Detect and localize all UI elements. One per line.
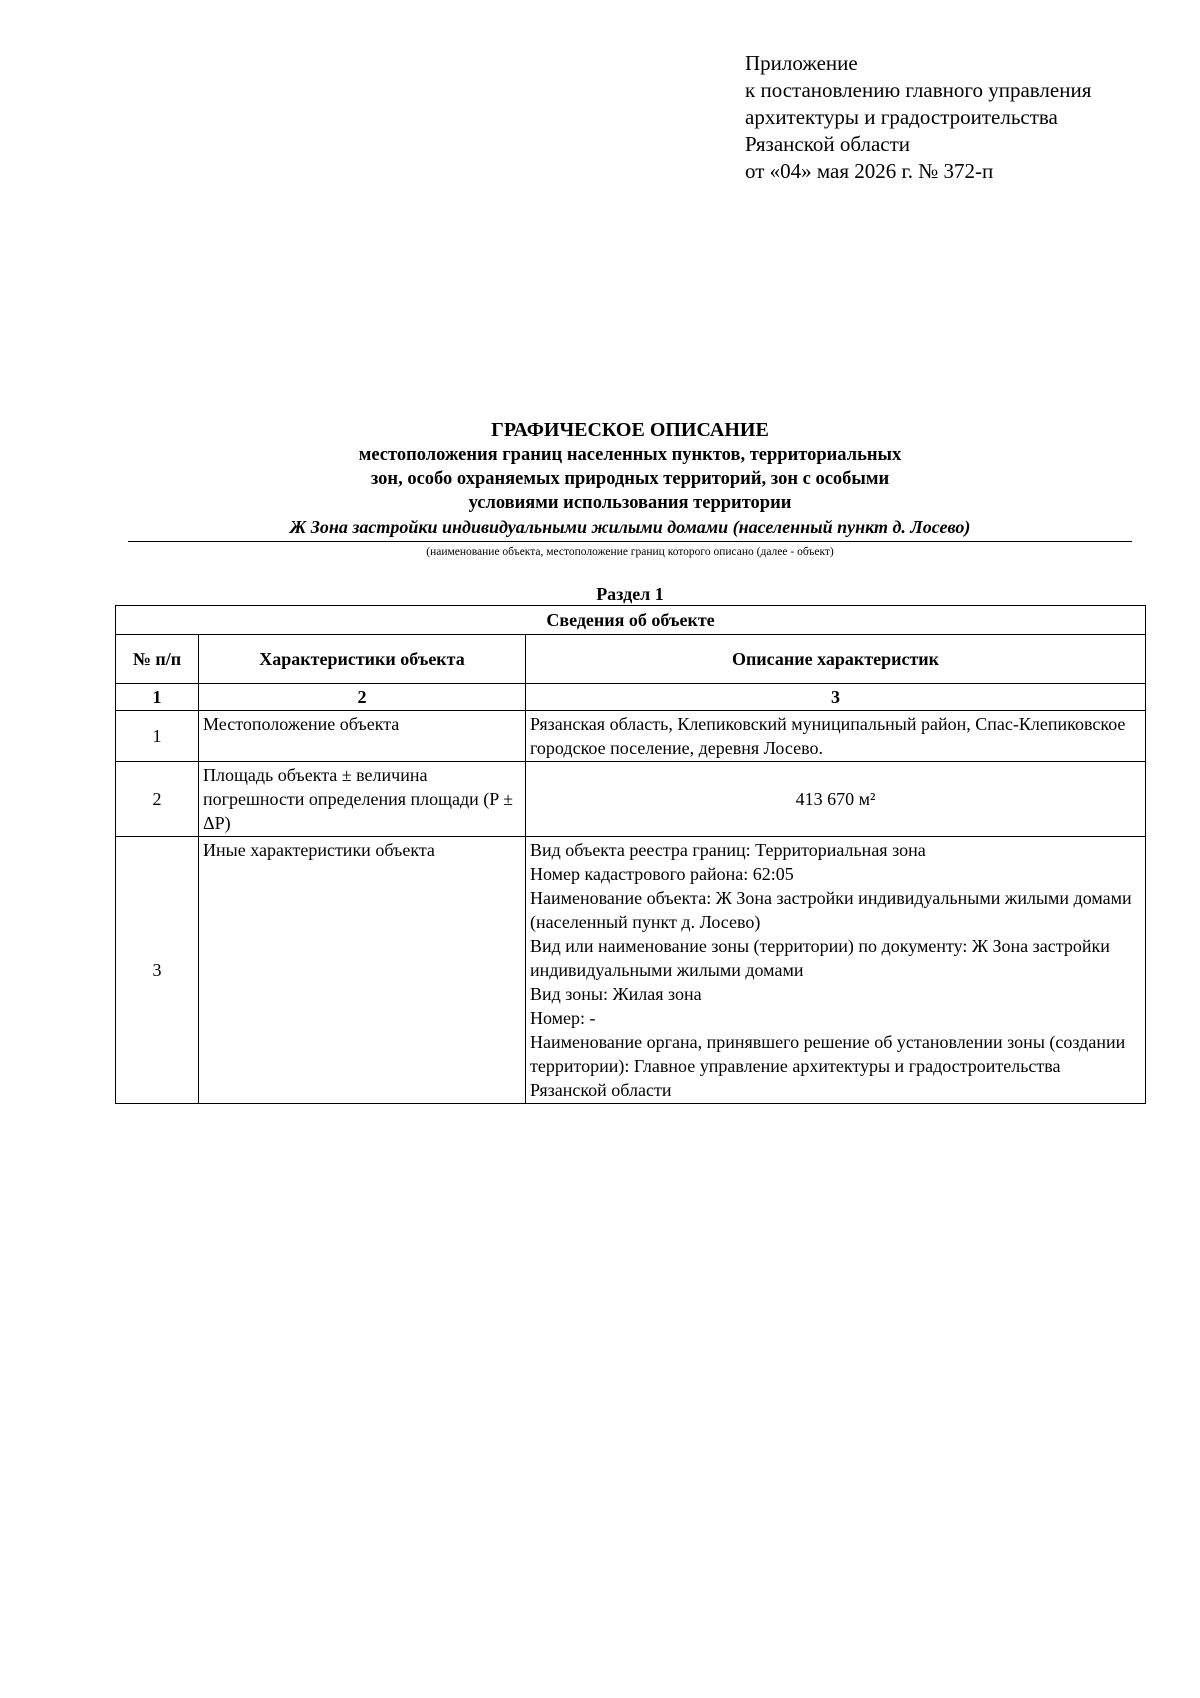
table-row — [116, 711, 1146, 762]
section-title: Раздел 1 — [596, 584, 664, 604]
appendix-line: архитектуры и градостроительства — [745, 105, 1058, 129]
appendix-line: Рязанской области — [745, 132, 911, 156]
column-number: 2 — [199, 684, 526, 711]
description-line: Вид или наименование зоны (территории) по документу: Ж Зона застройки индивидуальными жилыми домами — [530, 936, 1110, 980]
description-line: Номер: - — [530, 1008, 596, 1028]
title-block — [128, 417, 1132, 560]
object-name-caption: (наименование объекта, местоположение границ которого описано (далее - объект) — [426, 546, 834, 558]
table-title: Сведения об объекте — [116, 606, 1146, 635]
appendix-line: Приложение — [745, 51, 858, 75]
column-number-row — [116, 684, 1146, 711]
description-line: Вид зоны: Жилая зона — [530, 984, 702, 1004]
row-description — [526, 711, 1146, 762]
row-num: 1 — [116, 711, 199, 762]
table-row — [116, 762, 1146, 837]
description-line: Наименование объекта: Ж Зона застройки индивидуальными жилыми домами (населенный пункт д. Лосево) — [530, 888, 1132, 932]
header-num: № п/п — [116, 635, 199, 684]
description-line: Вид объекта реестра границ: Территориальная зона — [530, 840, 926, 860]
row-description — [526, 762, 1146, 837]
object-info-table — [115, 605, 1146, 1104]
description-line: Рязанская область, Клепиковский муниципальный район, Спас-Клепиковское городское поселение, деревня Лосево. — [530, 714, 1126, 758]
description-line: Номер кадастрового района: 62:05 — [530, 864, 794, 884]
appendix-block — [745, 50, 1185, 185]
row-characteristic: Площадь объекта ± величина погрешности определения площади (P ± ΔP) — [199, 762, 526, 837]
document-subtitle-line: местоположения границ населенных пунктов, территориальных — [358, 445, 902, 465]
document-title: ГРАФИЧЕСКОЕ ОПИСАНИЕ — [491, 419, 769, 441]
row-characteristic: Иные характеристики объекта — [199, 837, 526, 1104]
row-num: 2 — [116, 762, 199, 837]
column-number: 3 — [526, 684, 1146, 711]
header-characteristics: Характеристики объекта — [199, 635, 526, 684]
description-line: Наименование органа, принявшего решение об установлении зоны (создании территории): Главное управление архитектуры и градостроительства Рязанской области — [530, 1032, 1126, 1100]
row-characteristic: Местоположение объекта — [199, 711, 526, 762]
table-title-row — [116, 606, 1146, 635]
column-number: 1 — [116, 684, 199, 711]
appendix-line: от «04» мая 2026 г. № 372-п — [745, 159, 994, 183]
table-header-row — [116, 635, 1146, 684]
row-num: 3 — [116, 837, 199, 1104]
appendix-line: к постановлению главного управления — [745, 78, 1092, 102]
object-name: Ж Зона застройки индивидуальными жилыми домами (населенный пункт д. Лосево) — [128, 515, 1132, 542]
row-description — [526, 837, 1146, 1104]
document-subtitle-line: условиями использования территории — [468, 493, 792, 513]
description-line: 413 670 м² — [795, 789, 876, 809]
table-row — [116, 837, 1146, 1104]
header-description: Описание характеристик — [526, 635, 1146, 684]
document-subtitle-line: зон, особо охраняемых природных территорий, зон с особыми — [370, 469, 890, 489]
